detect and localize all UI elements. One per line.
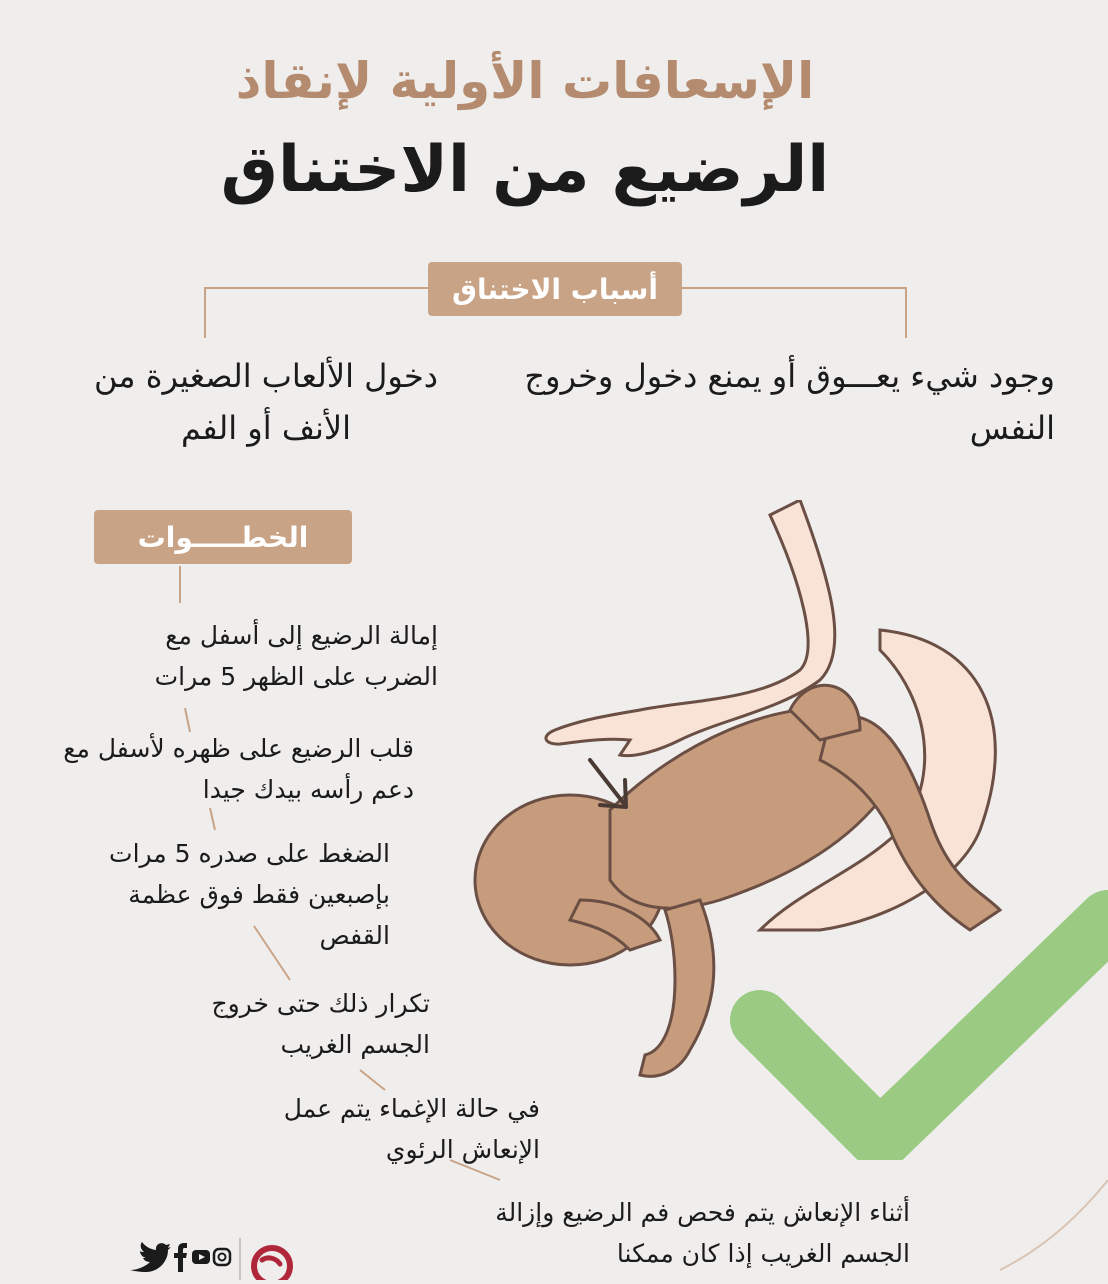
causes-label: أسباب الاختناق: [428, 262, 682, 316]
cause-item-2: دخول الألعاب الصغيرة من الأنف أو الفم: [94, 357, 438, 447]
steps-label: الخطـــــوات: [94, 510, 352, 564]
step-item-3: الضغط على صدره 5 مرات بإصبعين فقط فوق عظمة القفص: [109, 839, 390, 950]
footer-brand: [0, 1236, 300, 1280]
decor-arc: [1000, 1180, 1108, 1270]
causes-bracket-left: [205, 288, 428, 338]
step-item-2: قلب الرضيع على ظهره لأسفل مع دعم رأسه بيدك جيدا: [63, 734, 414, 804]
twitter-icon[interactable]: [130, 1242, 171, 1272]
connector-5: [360, 1070, 385, 1090]
instagram-icon[interactable]: [214, 1249, 230, 1265]
youtube-icon[interactable]: [192, 1250, 210, 1264]
connector-3: [210, 808, 215, 830]
causes-bracket-right: [682, 288, 906, 338]
title-line-2: الرضيع من الاختناق: [220, 133, 830, 207]
step-item-1: إمالة الرضيع إلى أسفل مع الضرب على الظهر 5 مرات: [154, 621, 438, 691]
cause-item-1: وجود شيء يعـــوق أو يمنع دخول وخروج النفس: [524, 357, 1055, 447]
brand-logo: [254, 1248, 290, 1280]
facebook-icon[interactable]: [174, 1243, 187, 1272]
title-line-1: الإسعافات الأولية لإنقاذ: [235, 52, 815, 110]
step-item-4: تكرار ذلك حتى خروج الجسم الغريب: [211, 989, 430, 1059]
infant-choking-illustration: [460, 500, 1108, 1160]
step-item-6: أثناء الإنعاش يتم فحص فم الرضيع وإزالة الجسم الغريب إذا كان ممكنا: [495, 1198, 910, 1268]
check-mark-icon: [760, 920, 1108, 1140]
step-item-5: في حالة الإغماء يتم عمل الإنعاش الرئوي: [283, 1094, 540, 1164]
